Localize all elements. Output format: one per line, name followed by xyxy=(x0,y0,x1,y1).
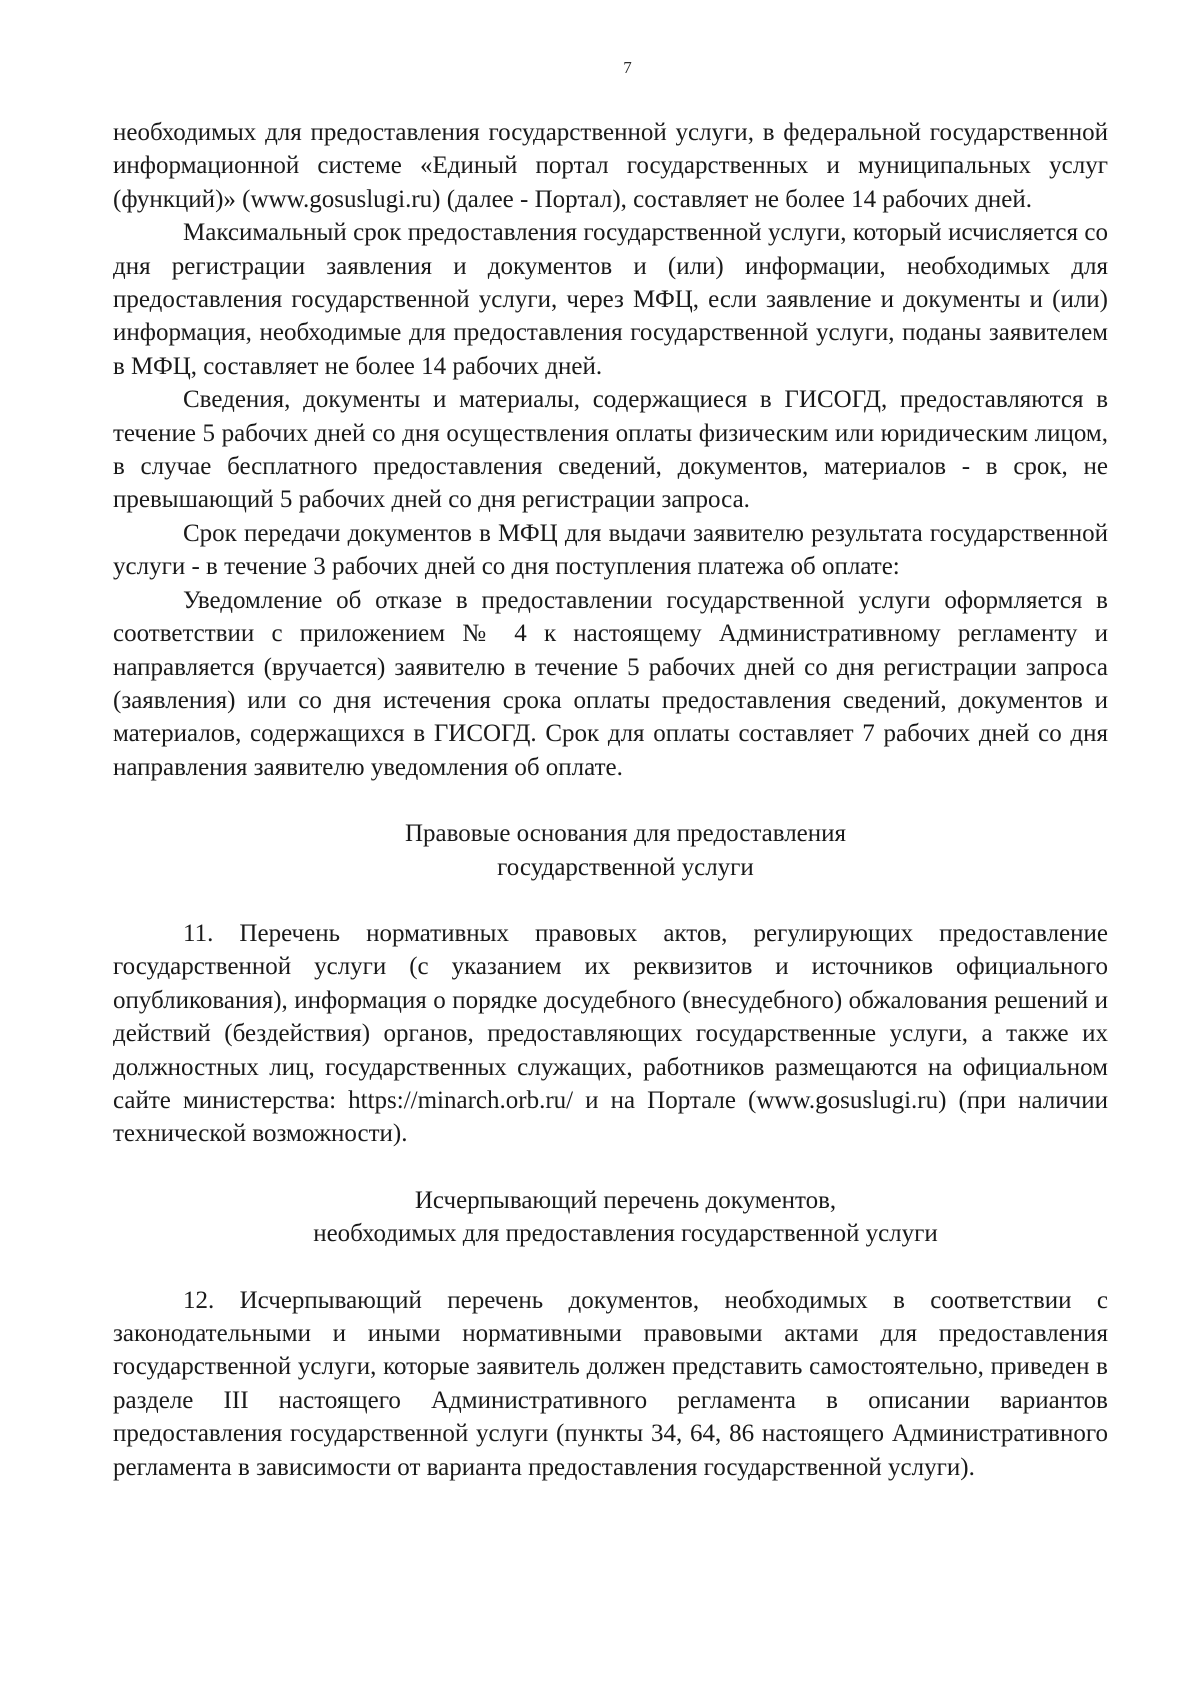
section-heading-documents-list xyxy=(113,1184,1108,1251)
section-heading-line: Правовые основания для предоставления xyxy=(404,820,847,848)
paragraph-12-documents: 12. Исчерпывающий перечень документов, необходимых в соответствии с законодательными и иными нормативными правовыми актами для предоставления государственной услуги, которые заявитель должен представить самостоятельно, приведен в разделе III настоящего Административного регламента в описании вариантов предоставления государственной услуги (пункты 34, 64, 86 настоящего Административного регламента в зависимости от варианта предоставления государственной услуги). xyxy=(113,1286,1108,1481)
paragraph-gisogd-info: Сведения, документы и материалы, содержащиеся в ГИСОГД, предоставляются в течение 5 рабочих дней со дня осуществления оплаты физическим или юридическим лицом, в случае бесплатного предоставления сведений, документов, материалов - в срок, не превышающий 5 рабочих дней со дня регистрации запроса. xyxy=(113,386,1108,514)
section-heading-line: Исчерпывающий перечень документов, xyxy=(414,1186,837,1214)
paragraph-continuation: необходимых для предоставления государственной услуги, в федеральной государственной информационной системе «Единый портал государственных и муниципальных услуг (функций)» (www.gosuslugi.ru) (далее - Портал), составляет не более 14 рабочих дней. xyxy=(113,119,1108,213)
paragraph-11-legal-acts: 11. Перечень нормативных правовых актов, регулирующих предоставление государственной услуги (с указанием их реквизитов и источников официального опубликования), информация о порядке досудебного (внесудебного) обжалования решений и действий (бездействия) органов, предоставляющих государственные услуги, а также их должностных лиц, государственных служащих, работников размещаются на официальном сайте министерства: https://minarch.orb.ru/ и на Портале (www.gosuslugi.ru) (при наличии технической возможности). xyxy=(113,919,1108,1148)
section-heading-line: государственной услуги xyxy=(497,853,754,881)
page-number: 7 xyxy=(623,58,632,77)
paragraph-transfer-term: Срок передачи документов в МФЦ для выдачи заявителю результата государственной услуги - в течение 3 рабочих дней со дня поступления платежа об оплате: xyxy=(113,519,1108,581)
section-heading-line: необходимых для предоставления государственной услуги xyxy=(313,1220,938,1248)
paragraph-max-term-mfc: Максимальный срок предоставления государственной услуги, который исчисляется со дня регистрации заявления и документов и (или) информации, необходимых для предоставления государственной услуги, через МФЦ, если заявление и документы и (или) информация, необходимые для предоставления государственной услуги, поданы заявителем в МФЦ, составляет не более 14 рабочих дней. xyxy=(113,219,1108,380)
section-heading-legal-basis xyxy=(113,817,1108,884)
paragraph-refusal-notice: Уведомление об отказе в предоставлении государственной услуги оформляется в соответствии с приложением № 4 к настоящему Административному регламенту и направляется (вручается) заявителю в течение 5 рабочих дней со дня регистрации запроса (заявления) или со дня истечения срока оплаты предоставления сведений, документов и материалов, содержащихся в ГИСОГД. Срок для оплаты составляет 7 рабочих дней со дня направления заявителю уведомления об оплате. xyxy=(113,586,1108,781)
